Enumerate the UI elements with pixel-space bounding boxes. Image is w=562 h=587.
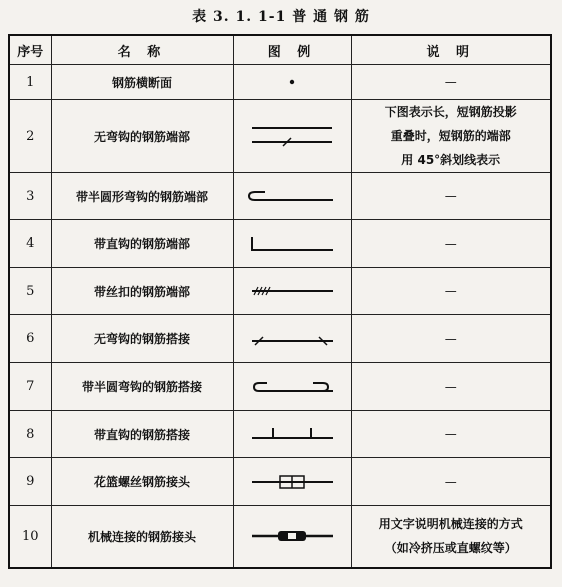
row-name: 无弯钩的钢筋搭接 — [51, 315, 233, 363]
turnbuckle-splice-icon — [247, 470, 337, 494]
rebar-end-without-hook-icon — [247, 116, 337, 156]
row-name: 无弯钩的钢筋端部 — [51, 100, 233, 173]
table-row — [9, 100, 551, 173]
table-row — [9, 363, 551, 411]
table-row — [9, 458, 551, 506]
row-number: 9 — [9, 458, 51, 506]
rebar-cross-section-icon — [247, 72, 337, 92]
rebar-lap-straight-hook-icon — [247, 422, 337, 446]
row-name: 带直钩的钢筋搭接 — [51, 411, 233, 458]
rebar-end-straight-hook-icon — [247, 232, 337, 256]
table-row — [9, 268, 551, 315]
row-name: 带半圆形弯钩的钢筋端部 — [51, 173, 233, 220]
description-line: 用文字说明机械连接的方式 — [378, 517, 523, 532]
row-number: 10 — [9, 506, 51, 568]
description-line: 重叠时，短钢筋的端部 — [390, 129, 511, 143]
row-number: 4 — [9, 220, 51, 268]
table-row — [9, 411, 551, 458]
row-description: — — [351, 220, 551, 268]
row-number: 5 — [9, 268, 51, 315]
row-name: 带丝扣的钢筋端部 — [51, 268, 233, 315]
table-row — [9, 173, 551, 220]
header-legend: 图 例 — [233, 35, 351, 65]
row-description: — — [351, 363, 551, 411]
rebar-end-semicircular-hook-icon — [247, 184, 337, 208]
table-title: 表 3. 1. 1-1 普 通 钢 筋 — [192, 9, 370, 25]
description-line: 下图表示长，短钢筋投影 — [384, 105, 517, 119]
rebar-lap-semicircular-hook-icon — [247, 375, 337, 399]
description-line: （如冷挤压或直螺纹等） — [384, 541, 517, 556]
row-description: — — [351, 458, 551, 506]
row-number: 3 — [9, 173, 51, 220]
rebar-end-threaded-icon — [247, 279, 337, 303]
row-name: 带直钩的钢筋端部 — [51, 220, 233, 268]
description-line: 用 45°斜划线表示 — [401, 153, 501, 167]
row-description: — — [351, 173, 551, 220]
table-row — [9, 315, 551, 363]
header-description: 说 明 — [351, 35, 551, 65]
row-number: 6 — [9, 315, 51, 363]
row-number: 7 — [9, 363, 51, 411]
table-row — [9, 220, 551, 268]
row-name: 机械连接的钢筋接头 — [51, 506, 233, 568]
row-description: — — [351, 411, 551, 458]
row-name: 带半圆弯钩的钢筋搭接 — [51, 363, 233, 411]
row-number: 8 — [9, 411, 51, 458]
row-number: 2 — [9, 100, 51, 173]
mechanical-coupler-icon — [247, 524, 337, 548]
table-header-row — [9, 35, 551, 65]
row-description: — — [351, 315, 551, 363]
table-row — [9, 506, 551, 568]
row-description: — — [351, 65, 551, 100]
table-row — [9, 65, 551, 100]
header-no: 序号 — [9, 35, 51, 65]
header-name: 名 称 — [51, 35, 233, 65]
rebar-symbol-table — [8, 34, 552, 569]
rebar-lap-without-hook-icon — [247, 327, 337, 351]
row-name: 花篮螺丝钢筋接头 — [51, 458, 233, 506]
row-description: — — [351, 268, 551, 315]
row-number: 1 — [9, 65, 51, 100]
row-name: 钢筋横断面 — [51, 65, 233, 100]
